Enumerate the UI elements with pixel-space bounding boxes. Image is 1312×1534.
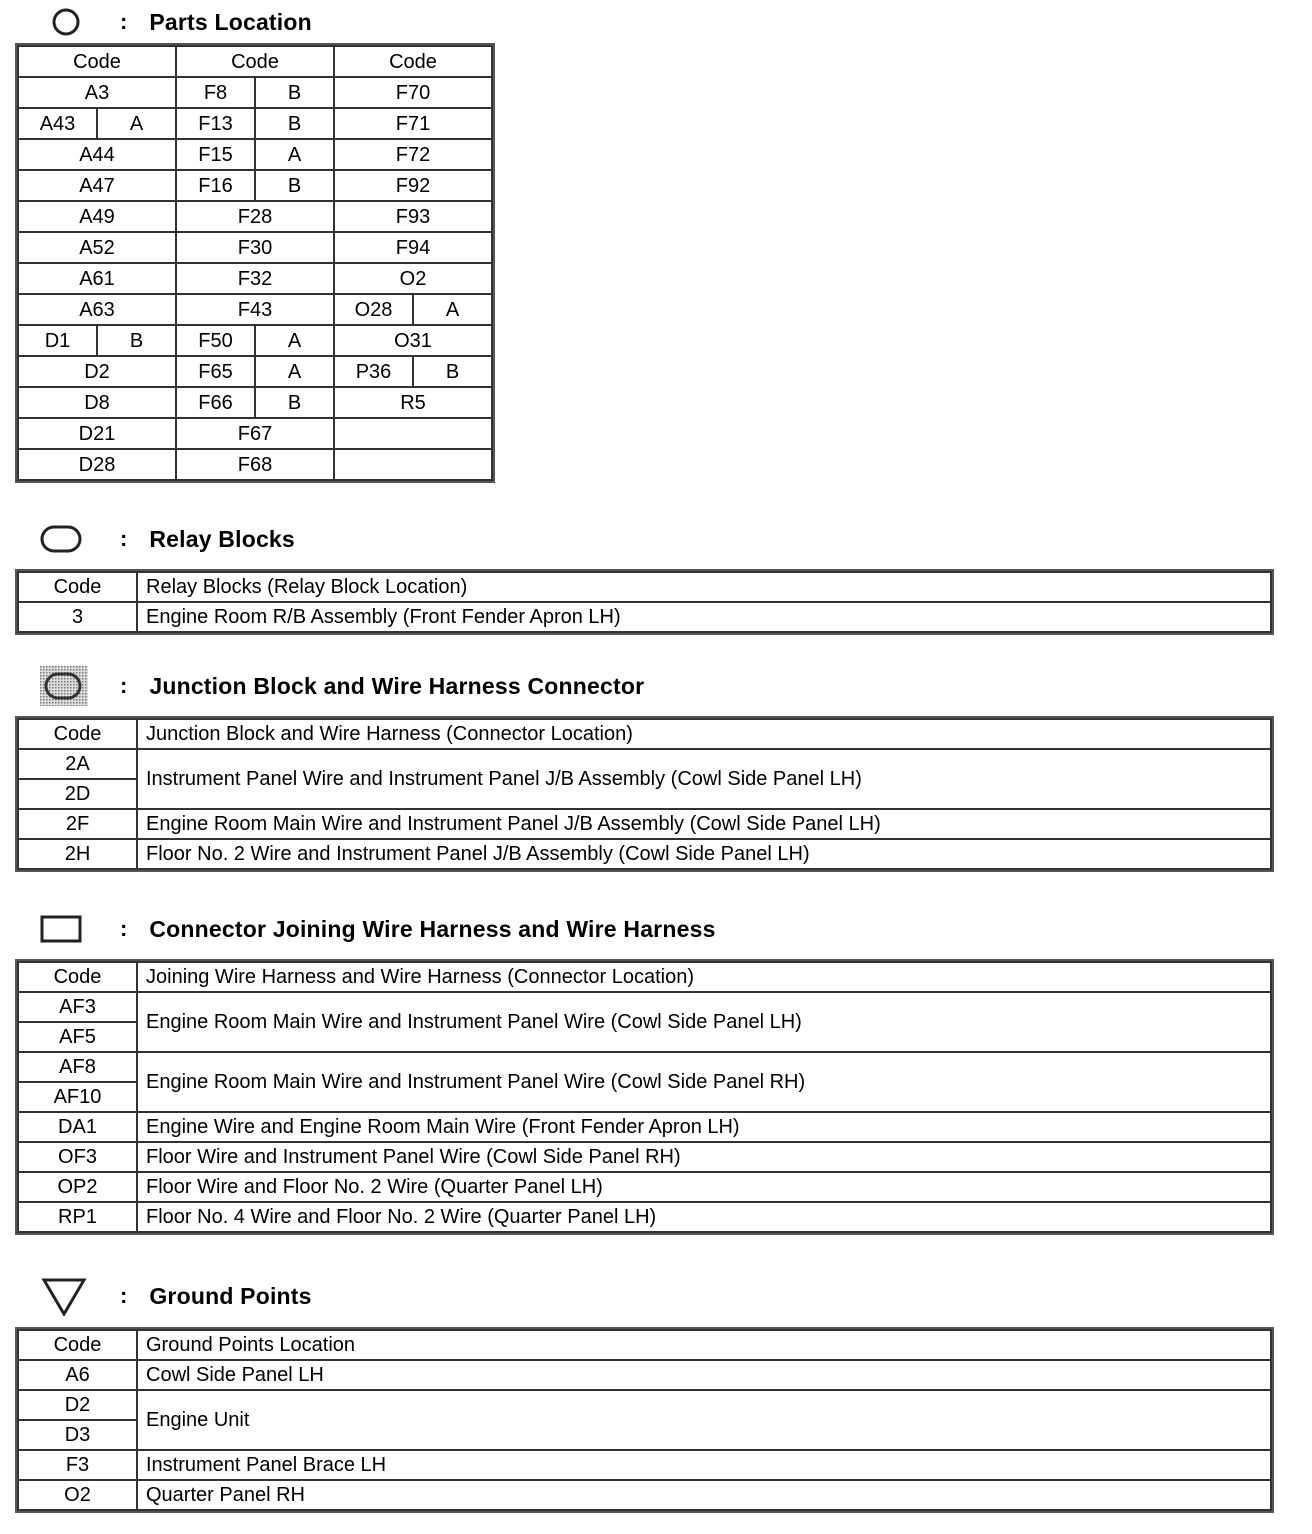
- table-header-row: [18, 572, 1271, 602]
- table-row: [18, 749, 1271, 779]
- section-colon: :: [120, 1283, 128, 1308]
- table-row: [18, 992, 1271, 1022]
- table-row: [18, 325, 492, 356]
- code-cell: P36: [334, 356, 413, 387]
- table-row: [18, 1360, 1271, 1390]
- relay-blocks-table: [17, 571, 1272, 633]
- section-header-relay: [40, 519, 295, 559]
- description-cell: Floor No. 4 Wire and Floor No. 2 Wire (Quarter Panel LH): [137, 1202, 1271, 1232]
- table-row: [18, 839, 1271, 869]
- table-header-row: [18, 1330, 1271, 1360]
- code-cell: F50: [176, 325, 255, 356]
- description-cell: Floor Wire and Instrument Panel Wire (Cowl Side Panel RH): [137, 1142, 1271, 1172]
- code-cell: AF5: [18, 1022, 137, 1052]
- variant-cell: A: [413, 294, 492, 325]
- variant-cell: B: [255, 387, 334, 418]
- table-row: [18, 387, 492, 418]
- variant-cell: B: [97, 325, 176, 356]
- connector-table: [17, 961, 1272, 1233]
- section-colon: :: [120, 526, 128, 551]
- code-cell: D1: [18, 325, 97, 356]
- rounded-oval-icon: [40, 519, 88, 559]
- variant-cell: A: [255, 325, 334, 356]
- code-cell: D3: [18, 1420, 137, 1450]
- code-cell: 2H: [18, 839, 137, 869]
- parts-location-table: [17, 45, 493, 481]
- code-cell: DA1: [18, 1112, 137, 1142]
- code-cell: 3: [18, 602, 137, 632]
- description-cell: Engine Room Main Wire and Instrument Panel Wire (Cowl Side Panel RH): [137, 1052, 1271, 1112]
- section-colon: :: [120, 673, 128, 698]
- code-cell: R5: [334, 387, 492, 418]
- code-cell: [334, 418, 492, 449]
- column-header: Code: [18, 46, 176, 77]
- table-row: [18, 77, 492, 108]
- code-cell: A43: [18, 108, 97, 139]
- code-cell: A63: [18, 294, 176, 325]
- variant-cell: A: [97, 108, 176, 139]
- section-title-relay: Relay Blocks: [149, 525, 295, 552]
- code-cell: F16: [176, 170, 255, 201]
- table-header-row: [18, 46, 492, 77]
- code-cell: F66: [176, 387, 255, 418]
- code-cell: F94: [334, 232, 492, 263]
- table-row: [18, 1202, 1271, 1232]
- description-cell: Engine Room Main Wire and Instrument Panel Wire (Cowl Side Panel LH): [137, 992, 1271, 1052]
- circle-icon: [40, 2, 88, 42]
- code-cell: A44: [18, 139, 176, 170]
- table-row: [18, 1172, 1271, 1202]
- table-row: [18, 1052, 1271, 1082]
- code-cell: F67: [176, 418, 334, 449]
- table-row: [18, 1112, 1271, 1142]
- table-row: [18, 1480, 1271, 1510]
- code-cell: F70: [334, 77, 492, 108]
- code-cell: F43: [176, 294, 334, 325]
- code-header: Code: [18, 572, 137, 602]
- table-row: [18, 263, 492, 294]
- section-title-junction: Junction Block and Wire Harness Connector: [149, 672, 645, 699]
- table-row: [18, 449, 492, 480]
- code-cell: 2F: [18, 809, 137, 839]
- code-header: Code: [18, 962, 137, 992]
- table-row: [18, 356, 492, 387]
- code-cell: D28: [18, 449, 176, 480]
- table-row: [18, 170, 492, 201]
- triangle-down-icon: [40, 1276, 88, 1316]
- description-cell: Engine Room Main Wire and Instrument Panel J/B Assembly (Cowl Side Panel LH): [137, 809, 1271, 839]
- code-cell: F71: [334, 108, 492, 139]
- code-cell: F30: [176, 232, 334, 263]
- description-header: Junction Block and Wire Harness (Connector Location): [137, 719, 1271, 749]
- description-header: Relay Blocks (Relay Block Location): [137, 572, 1271, 602]
- code-cell: A47: [18, 170, 176, 201]
- code-cell: RP1: [18, 1202, 137, 1232]
- table-header-row: [18, 962, 1271, 992]
- code-cell: F3: [18, 1450, 137, 1480]
- code-cell: 2A: [18, 749, 137, 779]
- code-cell: 2D: [18, 779, 137, 809]
- section-colon: :: [120, 916, 128, 941]
- rectangle-icon: [40, 909, 88, 949]
- code-cell: F32: [176, 263, 334, 294]
- code-cell: F72: [334, 139, 492, 170]
- table-row: [18, 108, 492, 139]
- code-cell: AF3: [18, 992, 137, 1022]
- table-row: [18, 1142, 1271, 1172]
- description-header: Joining Wire Harness and Wire Harness (Connector Location): [137, 962, 1271, 992]
- code-header: Code: [18, 1330, 137, 1360]
- table-row: [18, 602, 1271, 632]
- code-cell: O2: [18, 1480, 137, 1510]
- variant-cell: B: [413, 356, 492, 387]
- table-row: [18, 201, 492, 232]
- variant-cell: A: [255, 356, 334, 387]
- junction-block-table: [17, 718, 1272, 870]
- table-row: [18, 1450, 1271, 1480]
- table-row: [18, 232, 492, 263]
- description-cell: Floor Wire and Floor No. 2 Wire (Quarter Panel LH): [137, 1172, 1271, 1202]
- table-header-row: [18, 719, 1271, 749]
- code-cell: A49: [18, 201, 176, 232]
- code-cell: AF8: [18, 1052, 137, 1082]
- code-header: Code: [18, 719, 137, 749]
- section-title-parts: Parts Location: [149, 8, 312, 35]
- description-cell: Engine Room R/B Assembly (Front Fender Apron LH): [137, 602, 1271, 632]
- description-cell: Instrument Panel Brace LH: [137, 1450, 1271, 1480]
- description-cell: Quarter Panel RH: [137, 1480, 1271, 1510]
- table-row: [18, 418, 492, 449]
- code-cell: OP2: [18, 1172, 137, 1202]
- code-cell: F8: [176, 77, 255, 108]
- section-header-parts: [40, 2, 312, 42]
- code-cell: D21: [18, 418, 176, 449]
- description-cell: Engine Unit: [137, 1390, 1271, 1450]
- description-cell: Engine Wire and Engine Room Main Wire (Front Fender Apron LH): [137, 1112, 1271, 1142]
- table-row: [18, 294, 492, 325]
- ground-points-table: [17, 1329, 1272, 1511]
- description-cell: Cowl Side Panel LH: [137, 1360, 1271, 1390]
- code-cell: F92: [334, 170, 492, 201]
- code-cell: O28: [334, 294, 413, 325]
- code-cell: OF3: [18, 1142, 137, 1172]
- variant-cell: B: [255, 77, 334, 108]
- code-cell: A6: [18, 1360, 137, 1390]
- code-cell: [334, 449, 492, 480]
- variant-cell: B: [255, 108, 334, 139]
- column-header: Code: [334, 46, 492, 77]
- code-cell: O31: [334, 325, 492, 356]
- code-cell: D2: [18, 1390, 137, 1420]
- section-title-connector: Connector Joining Wire Harness and Wire Harness: [149, 915, 716, 942]
- section-title-ground: Ground Points: [149, 1282, 312, 1309]
- code-cell: D8: [18, 387, 176, 418]
- description-cell: Instrument Panel Wire and Instrument Panel J/B Assembly (Cowl Side Panel LH): [137, 749, 1271, 809]
- code-cell: D2: [18, 356, 176, 387]
- code-cell: A61: [18, 263, 176, 294]
- code-cell: A3: [18, 77, 176, 108]
- description-cell: Floor No. 2 Wire and Instrument Panel J/B Assembly (Cowl Side Panel LH): [137, 839, 1271, 869]
- variant-cell: B: [255, 170, 334, 201]
- code-cell: AF10: [18, 1082, 137, 1112]
- column-header: Code: [176, 46, 334, 77]
- code-cell: F15: [176, 139, 255, 170]
- section-header-connector: [40, 909, 716, 949]
- variant-cell: A: [255, 139, 334, 170]
- section-colon: :: [120, 9, 128, 34]
- code-cell: A52: [18, 232, 176, 263]
- code-cell: F28: [176, 201, 334, 232]
- code-cell: F68: [176, 449, 334, 480]
- code-cell: F65: [176, 356, 255, 387]
- shaded-oval-icon: [40, 666, 88, 706]
- table-row: [18, 809, 1271, 839]
- section-header-ground: [40, 1276, 312, 1316]
- table-row: [18, 1390, 1271, 1420]
- description-header: Ground Points Location: [137, 1330, 1271, 1360]
- section-header-junction: [40, 666, 644, 706]
- code-cell: O2: [334, 263, 492, 294]
- code-cell: F93: [334, 201, 492, 232]
- table-row: [18, 139, 492, 170]
- code-cell: F13: [176, 108, 255, 139]
